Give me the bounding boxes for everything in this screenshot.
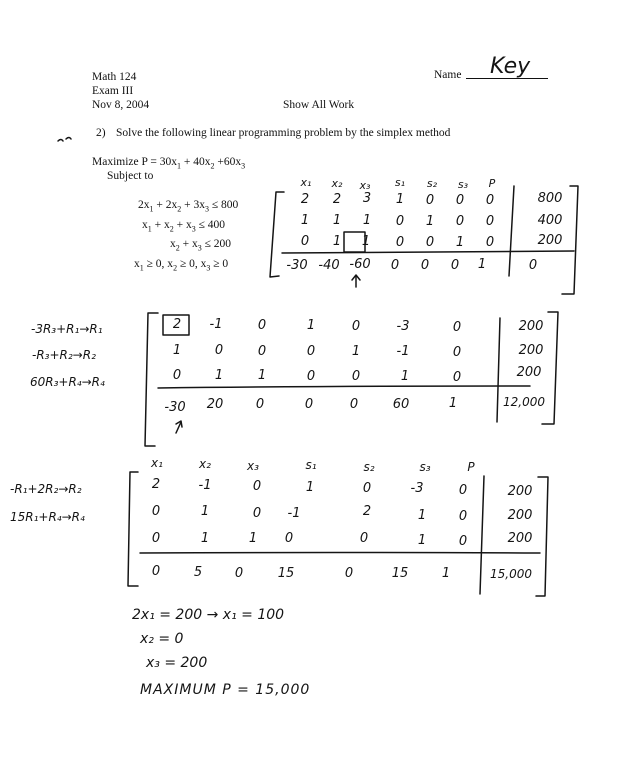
- t2-cell: 1: [351, 344, 361, 359]
- t1-rhs: 0: [528, 258, 538, 273]
- t1-cell: 0: [485, 214, 495, 229]
- t2-rhs: 200: [518, 343, 544, 358]
- t3-cell: 0: [362, 481, 372, 496]
- t2-rhs: 200: [518, 319, 544, 334]
- t1-cell: -60: [349, 257, 371, 272]
- t2-pivot-cell: 2: [172, 317, 182, 332]
- t1-cell: 0: [395, 235, 405, 250]
- t1-cell: 0: [425, 193, 435, 208]
- t2-cell: 0: [214, 343, 224, 358]
- t1-cell: 0: [425, 235, 435, 250]
- t2-cell: 0: [452, 320, 462, 335]
- t3-cell: 0: [458, 483, 468, 498]
- name-label: Name: [434, 69, 462, 81]
- col-header-s2: s₂: [426, 177, 438, 190]
- t2-cell: 0: [257, 318, 267, 333]
- t1-cell: 0: [485, 193, 495, 208]
- solution-line-4: MAXIMUM P = 15,000: [140, 682, 311, 698]
- t3-cell: -1: [198, 478, 212, 493]
- row-op-1: -3R₃+R₁→R₁: [31, 322, 103, 336]
- t3-cell: 0: [284, 531, 294, 546]
- col-header-p: P: [467, 460, 475, 474]
- row-op-3: 60R₃+R₄→R₄: [30, 375, 105, 389]
- t2-cell: -1: [209, 317, 223, 332]
- scan-mark: [66, 138, 71, 140]
- col-header-s2: s₂: [363, 460, 375, 474]
- t1-cell: 0: [455, 193, 465, 208]
- t3-cell: 2: [151, 477, 161, 492]
- t3-rhs: 200: [507, 531, 533, 546]
- t1-cell: 0: [300, 234, 310, 249]
- t1-cell: 1: [395, 192, 405, 207]
- scan-mark: [58, 140, 63, 142]
- t1-cell: 1: [332, 213, 342, 228]
- row-op-4: -R₁+2R₂→R₂: [10, 482, 82, 496]
- t3-cell: 0: [344, 566, 354, 581]
- t2-cell: 0: [255, 397, 265, 412]
- col-header-s3: s₃: [457, 178, 469, 191]
- t3-cell: 1: [305, 480, 315, 495]
- t2-rhs: 200: [516, 365, 542, 380]
- t1-rhs: 800: [537, 191, 563, 206]
- t1-cell: 3: [362, 191, 372, 206]
- t1-cell: 0: [420, 258, 430, 273]
- solution-line-3: x₃ = 200: [146, 655, 208, 671]
- t3-cell: 0: [458, 509, 468, 524]
- t2-pivot-arrow-head: [176, 421, 182, 427]
- t2-cell: 0: [306, 344, 316, 359]
- t3-cell: 0: [151, 564, 161, 579]
- col-header-s1: s₁: [394, 176, 406, 189]
- t2-cell: 1: [257, 368, 267, 383]
- t3-cell: -3: [410, 481, 424, 496]
- t2-cell: 0: [304, 397, 314, 412]
- col-header-x2: x₂: [331, 177, 343, 190]
- nonnegativity-constraint: $x_1 \ge 0$, $x_2 \ge 0$, $x_3 \ge 0$: [134, 258, 229, 273]
- t2-pivot-arrow-shaft: [176, 422, 181, 433]
- t2-cell: -30: [164, 400, 186, 415]
- t1-cell: 0: [455, 214, 465, 229]
- t2-cell: 0: [172, 368, 182, 383]
- t3-cell: 0: [151, 504, 161, 519]
- t2-cell: 1: [214, 368, 224, 383]
- t3-objective-line: [140, 553, 540, 554]
- t2-cell: 20: [206, 397, 224, 412]
- t2-cell: -1: [396, 344, 410, 359]
- t1-cell: 1: [332, 234, 342, 249]
- col-header-x1: x₁: [151, 456, 163, 470]
- t2-cell: 0: [452, 370, 462, 385]
- t3-rhs: 200: [507, 508, 533, 523]
- t1-pivot-cell: 1: [361, 234, 371, 249]
- t3-cell: 1: [417, 533, 427, 548]
- t3-cell: 1: [417, 508, 427, 523]
- date-label: Nov 8, 2004: [92, 99, 150, 111]
- t1-rhs: 400: [537, 213, 563, 228]
- course-label: Math 124: [92, 71, 137, 83]
- row-op-2: -R₃+R₂→R₂: [32, 348, 96, 362]
- t1-cell: 0: [390, 258, 400, 273]
- t3-cell: 1: [200, 504, 210, 519]
- t1-cell: 0: [395, 214, 405, 229]
- t3-cell: 2: [362, 504, 372, 519]
- t3-cell: 0: [234, 566, 244, 581]
- problem-statement: Solve the following linear programming problem by the simplex method: [116, 127, 451, 139]
- t2-cell: 1: [400, 369, 410, 384]
- t2-cell: 0: [257, 344, 267, 359]
- subject-to-label: Subject to: [107, 170, 154, 182]
- t1-objective-line: [282, 251, 574, 253]
- t1-cell: 1: [300, 213, 310, 228]
- t3-cell: -1: [287, 506, 301, 521]
- t1-cell: 1: [425, 214, 435, 229]
- t1-cell: 1: [362, 213, 372, 228]
- objective-function: Maximize $P = 30x_1 + 40x_2 +60x_3$: [92, 156, 246, 171]
- col-header-x3: x₃: [359, 179, 371, 192]
- t3-cell: 5: [193, 565, 203, 580]
- t1-rhs: 200: [537, 233, 563, 248]
- constraint-2: $x_1 + x_2 + x_3 \le 400$: [142, 219, 226, 234]
- t2-left-bracket: [145, 313, 158, 446]
- t1-cell: -40: [318, 258, 340, 273]
- t3-cell: 1: [441, 566, 451, 581]
- t3-cell: 0: [252, 506, 262, 521]
- solution-line-1: 2x₁ = 200 → x₁ = 100: [132, 607, 285, 623]
- t3-cell: 0: [151, 531, 161, 546]
- t1-cell: 0: [450, 258, 460, 273]
- t3-rhs: 200: [507, 484, 533, 499]
- t3-cell: 1: [248, 531, 258, 546]
- name-value: Key: [490, 54, 531, 79]
- t1-cell: 2: [300, 192, 310, 207]
- col-header-p: P: [488, 177, 496, 190]
- t1-cell: -30: [286, 258, 308, 273]
- col-header-x2: x₂: [199, 457, 211, 471]
- col-header-s1: s₁: [305, 458, 317, 472]
- show-work-label: Show All Work: [283, 99, 355, 111]
- t2-cell: -3: [396, 319, 410, 334]
- t2-cell: 60: [392, 397, 410, 412]
- t1-pivot-arrow-head: [352, 275, 360, 280]
- t1-augment-line: [509, 186, 514, 276]
- t2-cell: 0: [452, 345, 462, 360]
- t2-objective-line: [158, 386, 530, 388]
- t2-cell: 1: [306, 318, 316, 333]
- t3-rhs: 15,000: [490, 567, 532, 581]
- t2-cell: 0: [351, 319, 361, 334]
- solution-line-2: x₂ = 0: [140, 631, 184, 647]
- t1-cell: 1: [477, 257, 487, 272]
- problem-number: 2): [96, 127, 106, 139]
- t3-cell: 0: [458, 534, 468, 549]
- t2-rhs: 12,000: [503, 395, 545, 409]
- t1-cell: 2: [332, 192, 342, 207]
- row-op-5: 15R₁+R₄→R₄: [10, 510, 85, 524]
- t2-cell: 0: [306, 369, 316, 384]
- t1-cell: 0: [485, 235, 495, 250]
- t2-cell: 1: [172, 343, 182, 358]
- t1-cell: 1: [455, 235, 465, 250]
- t3-cell: 15: [391, 566, 409, 581]
- t2-cell: 0: [351, 369, 361, 384]
- col-header-x3: x₃: [247, 459, 259, 473]
- t3-cell: 1: [200, 531, 210, 546]
- t2-cell: 1: [448, 396, 458, 411]
- t3-cell: 0: [252, 479, 262, 494]
- col-header-s3: s₃: [419, 460, 431, 474]
- col-header-x1: x₁: [300, 176, 312, 189]
- constraint-3: $x_2 + x_3 \le 200$: [170, 238, 232, 253]
- t3-left-bracket: [128, 472, 138, 586]
- t3-cell: 0: [359, 531, 369, 546]
- constraint-1: $2x_1 + 2x_2 + 3x_3 \le 800$: [138, 199, 239, 214]
- t3-cell: 15: [277, 566, 295, 581]
- exam-label: Exam III: [92, 85, 134, 97]
- t2-cell: 0: [349, 397, 359, 412]
